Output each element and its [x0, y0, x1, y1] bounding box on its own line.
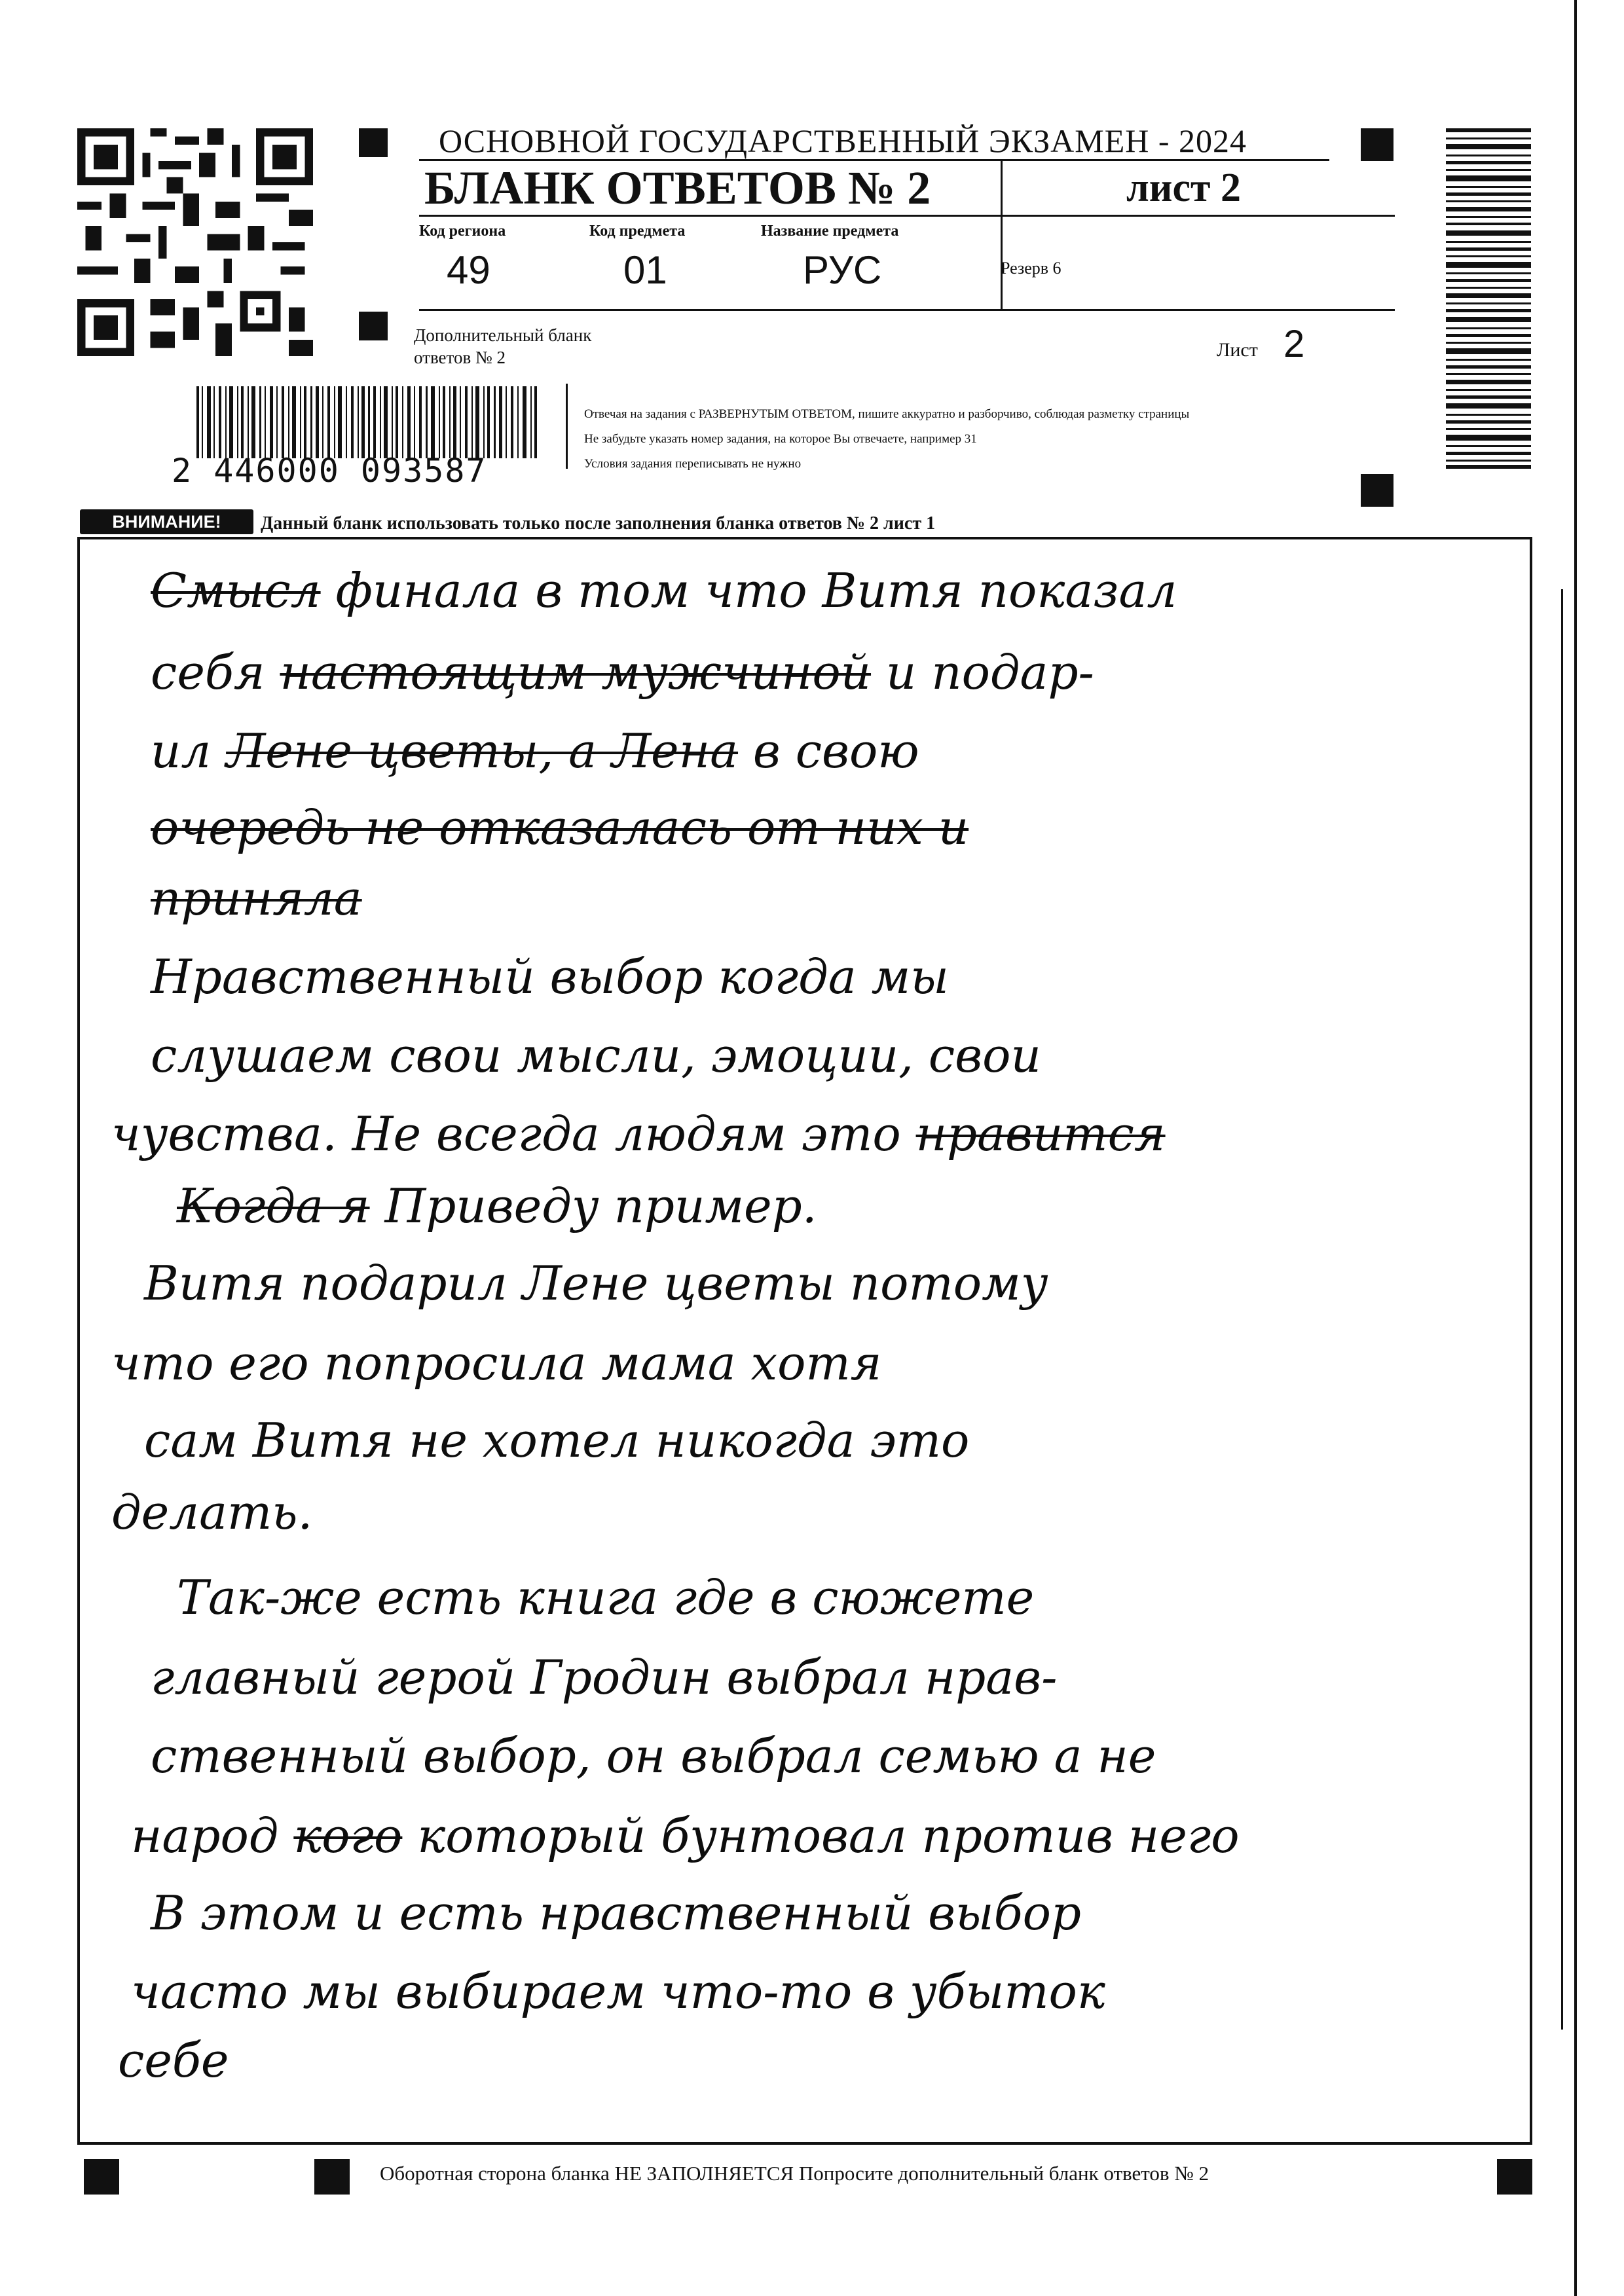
- side-barcode: [1446, 128, 1531, 469]
- struck-text: очередь не отказалась от них и: [151, 800, 969, 855]
- sheet-number: 2: [1283, 323, 1305, 365]
- answer-area: [77, 537, 1532, 2145]
- page-edge-line: [1561, 589, 1563, 2030]
- warning-badge: ВНИМАНИЕ!: [80, 509, 253, 534]
- exam-title: ОСНОВНОЙ ГОСУДАРСТВЕННЫЙ ЭКЗАМЕН - 2024: [439, 122, 1247, 159]
- header-divider: [419, 215, 1395, 217]
- instruction-line: Отвечая на задания с РАЗВЕРНУТЫМ ОТВЕТОМ, пишите аккуратно и разборчиво, соблюдая разметку страницы: [584, 407, 1190, 421]
- answer-text: Витя подарил Лене цветы потому: [144, 1256, 1048, 1311]
- answer-text: и подар-: [871, 645, 1094, 700]
- sheet-title: лист 2: [1126, 166, 1241, 210]
- barcode-number: 2 446000 093587: [172, 452, 487, 490]
- answer-text: Нравственный выбор когда мы: [151, 949, 949, 1004]
- subject-code-value: 01: [623, 248, 667, 292]
- answer-text: Приведу пример.: [369, 1178, 817, 1233]
- registration-mark-mid-left: [359, 312, 388, 340]
- registration-mark-top-left: [359, 128, 388, 157]
- answer-text: ил: [151, 723, 227, 778]
- footer-note: Оборотная сторона бланка НЕ ЗАПОЛНЯЕТСЯ Попросите дополнительный бланк ответов № 2: [380, 2162, 1209, 2185]
- answer-text: в свою: [738, 723, 919, 778]
- subject-name-value: РУС: [803, 248, 882, 292]
- struck-text: приняла: [151, 871, 362, 926]
- warning-text: Данный бланк использовать только после заполнения бланка ответов № 2 лист 1: [261, 513, 936, 534]
- instruction-line: Условия задания переписывать не нужно: [584, 457, 802, 471]
- registration-mark-bottom-mid: [314, 2159, 350, 2195]
- struck-text: нравится: [915, 1106, 1166, 1161]
- answer-text: себе: [118, 2033, 229, 2088]
- answer-text: делать.: [111, 1485, 313, 1540]
- region-code-label: Код региона: [419, 223, 506, 240]
- instructions-divider: [566, 384, 568, 469]
- form-title: БЛАНК ОТВЕТОВ № 2: [424, 162, 931, 214]
- answer-text: главный герой Гродин выбрал нрав-: [151, 1650, 1058, 1705]
- extra-sheet-label: Дополнительный бланк ответов № 2: [414, 325, 592, 367]
- answer-text: который бунтовал против него: [402, 1808, 1240, 1863]
- subject-name-label: Название предмета: [761, 223, 899, 240]
- answer-text: слушаем свои мысли, эмоции, свои: [151, 1028, 1041, 1083]
- header-divider: [419, 309, 1395, 311]
- instruction-line: Не забудьте указать номер задания, на которое Вы отвечаете, например 31: [584, 432, 977, 446]
- qr-code: [77, 128, 313, 356]
- answer-text: народ: [131, 1808, 294, 1863]
- struck-text: настоящим мужчиной: [280, 645, 872, 700]
- answer-text: Так-же есть книга где в сюжете: [177, 1570, 1035, 1625]
- reserve-field: Резерв 6: [1001, 259, 1061, 278]
- struck-text: Лене цветы, а Лена: [226, 723, 739, 778]
- region-code-value: 49: [447, 248, 490, 292]
- answer-text: ственный выбор, он выбрал семью а не: [151, 1728, 1156, 1783]
- answer-text: чувства. Не всегда людям это: [111, 1106, 916, 1161]
- subject-code-label: Код предмета: [589, 223, 686, 240]
- answer-text: финала в том что Витя показал: [320, 563, 1177, 618]
- registration-mark-bottom-left: [84, 2159, 119, 2195]
- struck-text: кого: [293, 1808, 403, 1863]
- registration-mark-mid-right: [1361, 474, 1393, 507]
- answer-text: В этом и есть нравственный выбор: [151, 1886, 1082, 1941]
- form-barcode: [196, 386, 537, 458]
- answer-text: себя: [151, 645, 280, 700]
- answer-text: сам Витя не хотел никогда это: [144, 1413, 970, 1468]
- answer-text: что его попросила мама хотя: [111, 1336, 882, 1391]
- registration-mark-bottom-right: [1497, 2159, 1532, 2195]
- sheet-label: Лист: [1217, 339, 1258, 361]
- page-edge-line: [1574, 0, 1577, 2296]
- header-divider: [1001, 161, 1003, 310]
- registration-mark-top-right: [1361, 128, 1393, 161]
- struck-text: Смысл: [151, 563, 321, 618]
- answer-text: часто мы выбираем что-то в убыток: [131, 1964, 1105, 2019]
- struck-text: Когда я: [177, 1178, 370, 1233]
